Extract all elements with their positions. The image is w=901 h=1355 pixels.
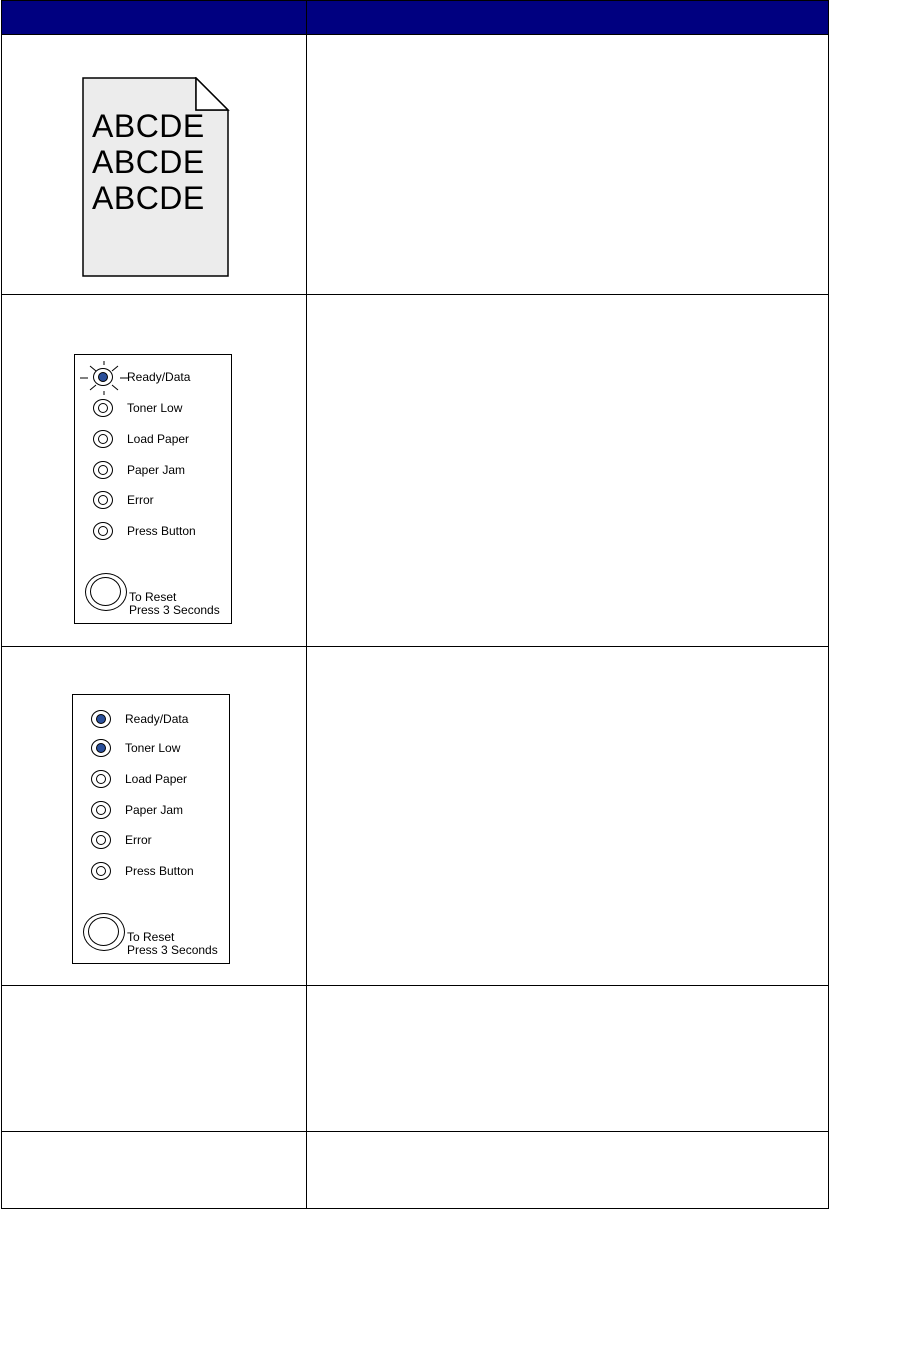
table-row	[1, 1132, 829, 1209]
toner-led-icon	[91, 739, 111, 757]
table-header-row	[1, 0, 829, 35]
ready-led-icon	[93, 368, 113, 386]
led-label: Ready/Data	[125, 712, 189, 726]
led-label: Load Paper	[127, 432, 190, 446]
error-led-icon	[93, 491, 113, 509]
load-paper-led-icon	[93, 430, 113, 448]
reset-button-icon	[83, 913, 125, 951]
ready-led-icon	[91, 710, 111, 728]
description-cell	[307, 647, 828, 985]
led-row-paper-jam	[93, 459, 185, 481]
led-row-press-button	[93, 520, 196, 542]
error-led-icon	[91, 831, 111, 849]
light-print-page-illustration	[82, 77, 230, 278]
led-label: Ready/Data	[127, 370, 191, 384]
reset-line-2: Press 3 Seconds	[127, 943, 218, 957]
led-row-press-button	[91, 860, 194, 882]
led-row-paper-jam	[91, 799, 183, 821]
reset-button-icon	[85, 573, 127, 611]
led-label: Toner Low	[125, 741, 181, 755]
led-row-ready	[91, 708, 188, 730]
header-cell-2	[307, 1, 828, 34]
led-label: Toner Low	[127, 401, 183, 415]
led-row-error	[91, 829, 152, 851]
reset-line-2: Press 3 Seconds	[129, 603, 220, 617]
page-text-line: ABCDE	[92, 180, 205, 216]
panel-cell	[2, 295, 307, 646]
header-cell-1	[2, 1, 307, 34]
reset-line-1: To Reset	[129, 590, 177, 604]
operator-panel-illustration	[74, 354, 232, 624]
panel-cell	[2, 647, 307, 985]
description-cell	[307, 1132, 828, 1208]
led-row-load-paper	[93, 428, 189, 450]
table-row	[1, 35, 829, 295]
led-label: Press Button	[125, 864, 194, 878]
reset-line-1: To Reset	[127, 930, 175, 944]
load-paper-led-icon	[91, 770, 111, 788]
reset-instruction	[129, 591, 220, 617]
press-button-led-icon	[93, 522, 113, 540]
table-row	[1, 295, 829, 647]
led-row-toner	[91, 737, 180, 759]
page-text-line: ABCDE	[92, 108, 205, 144]
illustration-cell	[2, 35, 307, 294]
description-cell	[307, 35, 828, 294]
led-label: Load Paper	[125, 772, 188, 786]
led-label: Press Button	[127, 524, 196, 538]
table-row	[1, 986, 829, 1132]
empty-cell	[2, 986, 307, 1131]
description-cell	[307, 986, 828, 1131]
led-row-load-paper	[91, 768, 187, 790]
press-button-led-icon	[91, 862, 111, 880]
led-label: Paper Jam	[125, 803, 184, 817]
toner-led-icon	[93, 399, 113, 417]
empty-cell	[2, 1132, 307, 1208]
description-cell	[307, 295, 828, 646]
blink-rays-icon	[78, 361, 130, 395]
led-row-toner	[93, 397, 182, 419]
page-text-line: ABCDE	[92, 144, 205, 180]
reset-instruction	[127, 931, 218, 957]
paper-jam-led-icon	[91, 801, 111, 819]
paper-jam-led-icon	[93, 461, 113, 479]
led-row-ready	[93, 366, 190, 388]
led-label: Error	[125, 833, 152, 847]
led-label: Error	[127, 493, 154, 507]
table-row	[1, 647, 829, 986]
troubleshooting-table	[1, 0, 829, 1209]
led-row-error	[93, 489, 154, 511]
led-label: Paper Jam	[127, 463, 186, 477]
operator-panel-illustration	[72, 694, 230, 964]
